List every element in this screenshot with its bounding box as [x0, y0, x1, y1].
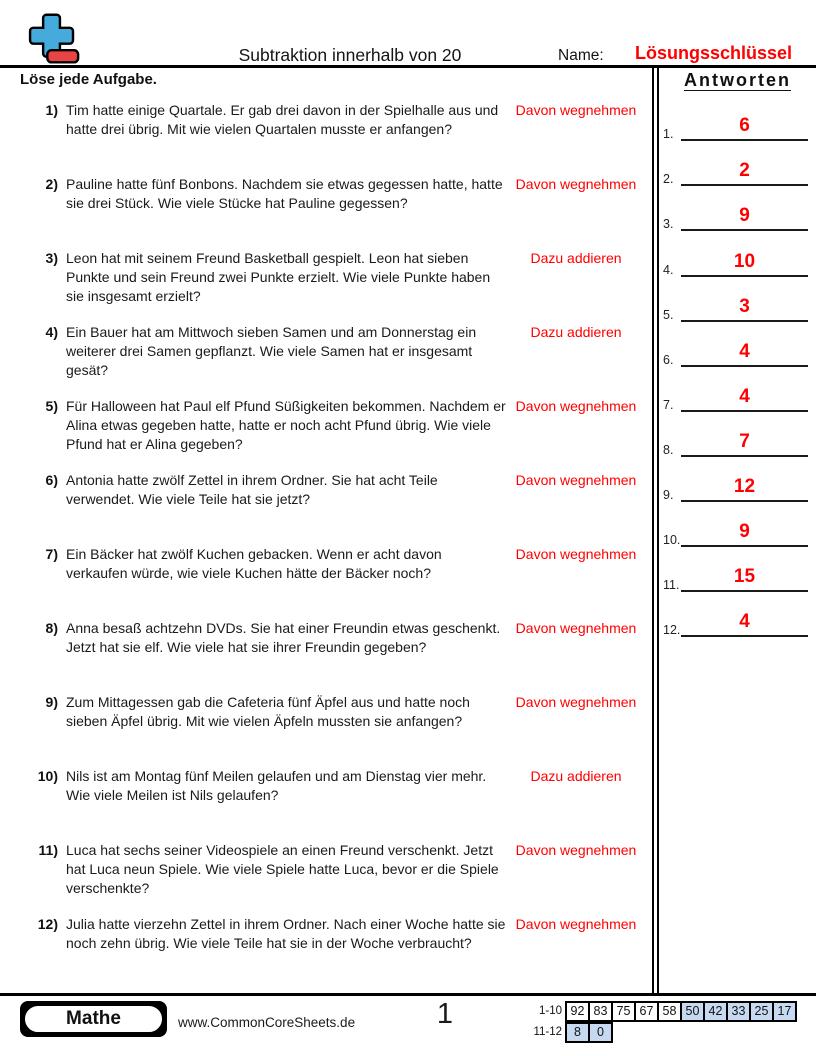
problem-number: 10) — [37, 768, 58, 784]
answer-value: 4 — [739, 386, 750, 407]
score-cell: 58 — [657, 1001, 682, 1022]
answer-number: 11. — [663, 578, 680, 592]
name-label: Name: — [558, 47, 604, 64]
problem-text: Luca hat sechs seiner Videospiele an einen Freund verschenkt. Jetzt hat Luca neun Spiele. Wie viele Spiele hatte Luca, bevor er die Spiele verschenkte? — [66, 842, 499, 896]
answer-number: 10. — [663, 533, 681, 547]
problem-text: Ein Bäcker hat zwölf Kuchen gebacken. Wenn er acht davon verkaufen würde, wie viele Kuchen hätte der Bäcker noch? — [66, 546, 442, 581]
problem-number: 12) — [37, 916, 58, 932]
answer-value: 3 — [739, 296, 750, 317]
problem-operation-hint: Davon wegnehmen — [515, 546, 637, 562]
problem-number: 8) — [45, 620, 58, 636]
problem-operation-hint: Dazu addieren — [530, 768, 622, 784]
problem-operation-hint: Dazu addieren — [530, 324, 622, 340]
score-row-label: 1-10 — [538, 1005, 562, 1017]
answer-blank-line — [681, 275, 808, 277]
answer-blank-line — [681, 365, 808, 367]
problem-operation-hint: Davon wegnehmen — [515, 916, 637, 932]
problem-text: Leon hat mit seinem Freund Basketball gespielt. Leon hat sieben Punkte und sein Freund zwei Punkte erzielt. Wie viele Punkte haben sie insgesamt erzielt? — [66, 250, 491, 304]
plus-minus-logo-icon — [24, 11, 80, 72]
answer-blank-line — [681, 545, 808, 547]
problem-number: 6) — [45, 472, 58, 488]
answers-column-divider — [652, 66, 659, 993]
problem-number: 1) — [45, 102, 58, 118]
score-table-row-2 — [528, 1022, 613, 1043]
score-cell: 33 — [726, 1001, 751, 1022]
problem-operation-hint: Dazu addieren — [530, 250, 622, 266]
answer-row-5 — [661, 288, 812, 322]
answer-number: 6. — [663, 353, 674, 367]
problem-number: 9) — [45, 694, 58, 710]
problem-number: 5) — [45, 398, 58, 414]
instruction-text: Löse jede Aufgabe. — [20, 71, 157, 88]
problem-number: 2) — [45, 176, 58, 192]
answer-number: 9. — [663, 488, 674, 502]
answer-number: 1. — [663, 127, 674, 141]
answer-row-3 — [661, 197, 812, 231]
answer-row-10 — [661, 513, 812, 547]
answer-value: 9 — [739, 521, 750, 542]
answer-number: 12. — [663, 623, 681, 637]
problem-text: Nils ist am Montag fünf Meilen gelaufen und am Dienstag vier mehr. Wie viele Meilen ist Nils gelaufen? — [66, 768, 487, 803]
answer-number: 7. — [663, 398, 674, 412]
problem-operation-hint: Davon wegnehmen — [515, 472, 637, 488]
problem-number: 7) — [45, 546, 58, 562]
problem-text: Ein Bauer hat am Mittwoch sieben Samen und am Donnerstag ein weiterer drei Samen gepflanzt. Wie viele Samen hat er insgesamt gesät? — [66, 324, 477, 378]
answer-row-2 — [661, 152, 812, 186]
problem-number: 4) — [45, 324, 58, 340]
score-cell: 75 — [611, 1001, 636, 1022]
answer-blank-line — [681, 500, 808, 502]
score-cell: 0 — [588, 1022, 613, 1043]
problem-operation-hint: Davon wegnehmen — [515, 176, 637, 192]
answer-value: 7 — [739, 431, 750, 452]
subject-badge — [20, 1001, 167, 1037]
subject-badge-label: Mathe — [23, 1004, 164, 1034]
answer-value: 12 — [733, 476, 756, 497]
answer-value: 4 — [739, 611, 750, 632]
problem-number: 3) — [45, 250, 58, 266]
answer-value: 4 — [739, 341, 750, 362]
answer-value: 2 — [739, 160, 750, 181]
answer-number: 4. — [663, 263, 674, 277]
problem-operation-hint: Davon wegnehmen — [515, 398, 637, 414]
answers-column-title: Antworten — [684, 70, 791, 90]
score-cell: 8 — [565, 1022, 590, 1043]
answer-blank-line — [681, 229, 808, 231]
problem-text: Julia hatte vierzehn Zettel in ihrem Ordner. Nach einer Woche hatte sie noch zehn übrig. Wie viele Teile hat sie in der Woche verbraucht? — [66, 916, 506, 951]
problem-text: Pauline hatte fünf Bonbons. Nachdem sie etwas gegessen hatte, hatte sie drei Stück. Wie viele Stücke hat Pauline gegessen? — [66, 176, 503, 211]
answer-row-12 — [661, 603, 812, 637]
problem-text: Tim hatte einige Quartale. Er gab drei davon in der Spielhalle aus und hatte drei übrig. Mit wie vielen Quartalen musste er anfangen? — [66, 102, 499, 137]
header-divider — [0, 65, 816, 68]
answer-row-11 — [661, 558, 812, 592]
score-cell: 50 — [680, 1001, 705, 1022]
answer-blank-line — [681, 635, 808, 637]
answer-key-label: Lösungsschlüssel — [634, 43, 792, 63]
answer-value: 10 — [733, 251, 756, 272]
answer-value: 6 — [739, 115, 750, 136]
problem-number: 11) — [38, 842, 58, 858]
problem-operation-hint: Davon wegnehmen — [515, 842, 637, 858]
answer-blank-line — [681, 184, 808, 186]
answer-blank-line — [681, 455, 808, 457]
answer-row-6 — [661, 333, 812, 367]
answer-row-1 — [661, 107, 812, 141]
score-row-label: 11-12 — [533, 1026, 562, 1038]
answer-blank-line — [681, 139, 808, 141]
answer-value: 15 — [733, 566, 756, 587]
answer-value: 9 — [739, 205, 750, 226]
answer-number: 3. — [663, 217, 674, 231]
answer-blank-line — [681, 410, 808, 412]
problem-text: Anna besaß achtzehn DVDs. Sie hat einer Freundin etwas geschenkt. Jetzt hat sie elf. Wie viele hat sie ihrer Freundin gegeben? — [66, 620, 501, 655]
problem-text: Antonia hatte zwölf Zettel in ihrem Ordner. Sie hat acht Teile verwendet. Wie viele Teile hat sie jetzt? — [66, 472, 438, 507]
problem-text: Zum Mittagessen gab die Cafeteria fünf Äpfel aus und hatte noch sieben Äpfel übrig. Mit wie vielen Äpfeln mussten sie anfangen? — [66, 694, 470, 729]
score-cell: 83 — [588, 1001, 613, 1022]
problem-operation-hint: Davon wegnehmen — [515, 620, 637, 636]
answer-blank-line — [681, 590, 808, 592]
score-table-row-1 — [528, 1001, 797, 1022]
problem-operation-hint: Davon wegnehmen — [515, 102, 637, 118]
answer-number: 5. — [663, 308, 674, 322]
answer-row-8 — [661, 423, 812, 457]
score-cell: 67 — [634, 1001, 659, 1022]
page-title: Subtraktion innerhalb von 20 — [238, 45, 462, 65]
footer — [0, 993, 816, 1056]
website-url: www.CommonCoreSheets.de — [178, 1015, 356, 1030]
answer-row-9 — [661, 468, 812, 502]
answer-blank-line — [681, 320, 808, 322]
score-cell: 25 — [749, 1001, 774, 1022]
problem-text: Für Halloween hat Paul elf Pfund Süßigkeiten bekommen. Nachdem er Alina etwas gegeben hatte, hatte er noch acht Pfund übrig. Wie viele Pfund hat er Alina gegeben? — [66, 398, 506, 452]
score-cell: 92 — [565, 1001, 590, 1022]
answer-row-4 — [661, 243, 812, 277]
score-cell: 42 — [703, 1001, 728, 1022]
answer-row-7 — [661, 378, 812, 412]
answer-number: 8. — [663, 443, 674, 457]
problem-operation-hint: Davon wegnehmen — [515, 694, 637, 710]
score-cell: 17 — [772, 1001, 797, 1022]
answer-number: 2. — [663, 172, 674, 186]
page-number: 1 — [436, 998, 454, 1030]
